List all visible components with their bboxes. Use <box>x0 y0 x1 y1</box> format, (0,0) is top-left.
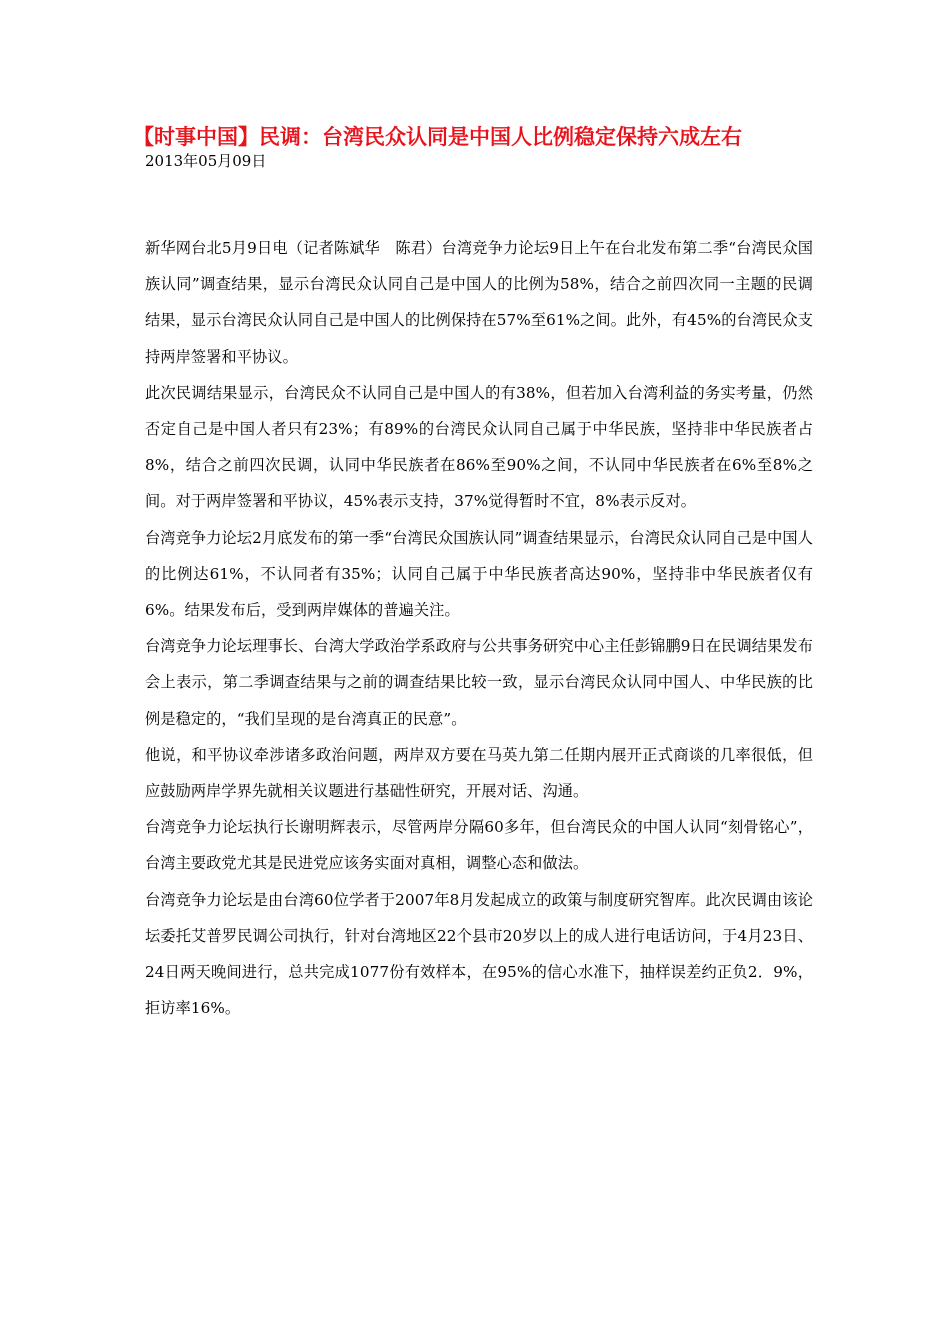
paragraph-2: 此次民调结果显示，台湾民众不认同自己是中国人的有38%，但若加入台湾利益的务实考量，仍然否定自己是中国人者只有23%；有89%的台湾民众认同自己属于中华民族，坚持非中华民族者占8%，结合之前四次民调，认同中华民族者在86%至90%之间，不认同中华民族者在6%至8%之间。对于两岸签署和平协议，45%表示支持，37%觉得暂时不宜，8%表示反对。 <box>145 383 813 511</box>
paragraph-7: 台湾竞争力论坛是由台湾60位学者于2007年8月发起成立的政策与制度研究智库。此次民调由该论坛委托艾普罗民调公司执行，针对台湾地区22个县市20岁以上的成人进行电话访问，于4月23日、24日两天晚间进行，总共完成1077份有效样本，在95%的信心水准下，抽样误差约正负2．9%，拒访率16%。 <box>145 890 813 1018</box>
article-date: 2013年05月09日 <box>145 152 267 170</box>
article-title: 【时事中国】民调：台湾民众认同是中国人比例稳定保持六成左右 <box>133 125 742 149</box>
paragraph-3: 台湾竞争力论坛2月底发布的第一季“台湾民众国族认同”调查结果显示，台湾民众认同自己是中国人的比例达61%，不认同者有35%；认同自己属于中华民族者高达90%，坚持非中华民族者仅有6%。结果发布后，受到两岸媒体的普遍关注。 <box>145 528 813 620</box>
paragraph-5: 他说，和平协议牵涉诸多政治问题，两岸双方要在马英九第二任期内展开正式商谈的几率很低，但应鼓励两岸学界先就相关议题进行基础性研究，开展对话、沟通。 <box>145 745 813 801</box>
paragraph-6: 台湾竞争力论坛执行长谢明辉表示，尽管两岸分隔60多年，但台湾民众的中国人认同“刻骨铭心”，台湾主要政党尤其是民进党应该务实面对真相，调整心态和做法。 <box>145 818 813 873</box>
article-body <box>145 230 813 1026</box>
paragraph-1: 新华网台北5月9日电（记者陈斌华 陈君）台湾竞争力论坛9日上午在台北发布第二季“台湾民众国族认同”调查结果，显示台湾民众认同自己是中国人的比例为58%，结合之前四次同一主题的民调结果，显示台湾民众认同自己是中国人的比例保持在57%至61%之间。此外，有45%的台湾民众支持两岸签署和平协议。 <box>145 239 813 366</box>
paragraph-4: 台湾竞争力论坛理事长、台湾大学政治学系政府与公共事务研究中心主任彭锦鹏9日在民调结果发布会上表示，第二季调查结果与之前的调查结果比较一致，显示台湾民众认同中国人、中华民族的比例是稳定的，“我们呈现的是台湾真正的民意”。 <box>145 637 813 728</box>
